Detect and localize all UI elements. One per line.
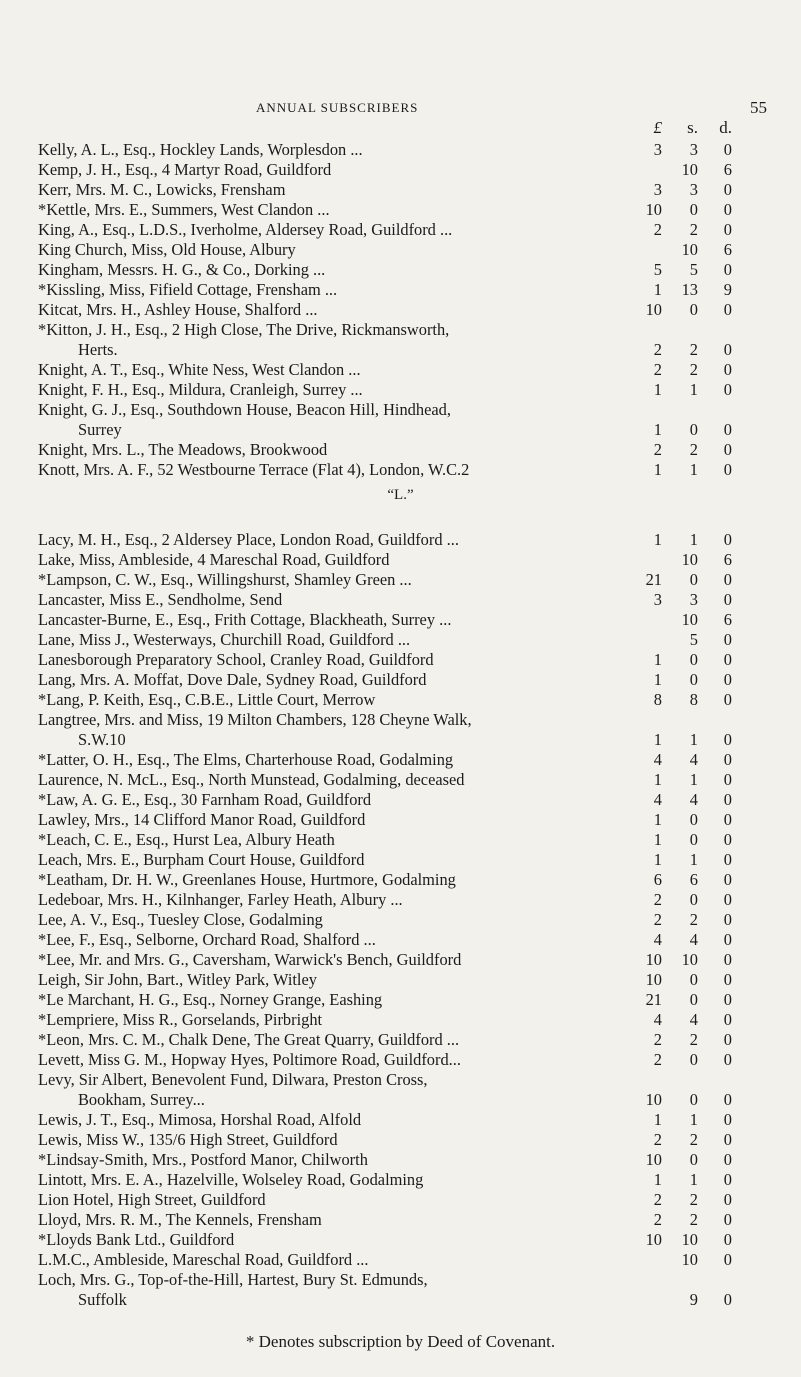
shillings-amount: 6 — [689, 870, 698, 889]
subscriber-entry — [0, 770, 801, 790]
pence-header: d. — [719, 118, 732, 137]
subscriber-name: *Leon, Mrs. C. M., Chalk Dene, The Great Quarry, Guildford ... — [38, 1030, 460, 1049]
shillings-amount: 5 — [689, 260, 698, 279]
pounds-amount: 1 — [653, 380, 662, 399]
pence-amount: 0 — [723, 1030, 732, 1049]
shillings-amount: 3 — [689, 140, 698, 159]
pounds-amount: 10 — [645, 200, 662, 219]
shillings-amount: 0 — [689, 650, 698, 669]
pounds-amount: 1 — [653, 280, 662, 299]
pounds-amount: 4 — [653, 750, 662, 769]
pounds-amount: 2 — [653, 340, 662, 359]
subscriber-name: Kingham, Messrs. H. G., & Co., Dorking ... — [38, 260, 326, 279]
pence-amount: 0 — [723, 870, 732, 889]
pounds-amount: 4 — [653, 1010, 662, 1029]
pence-amount: 0 — [723, 180, 732, 199]
pounds-amount: 2 — [653, 360, 662, 379]
subscriber-name: Lancaster-Burne, E., Esq., Frith Cottage, Blackheath, Surrey ... — [38, 610, 452, 629]
shillings-amount: 1 — [689, 850, 698, 869]
pounds-amount: 2 — [653, 220, 662, 239]
pounds-amount: 2 — [653, 890, 662, 909]
subscriber-entry — [0, 910, 801, 930]
subscriber-name: Lang, Mrs. A. Moffat, Dove Dale, Sydney Road, Guildford — [38, 670, 427, 689]
pence-amount: 0 — [723, 850, 732, 869]
shillings-header: s. — [687, 118, 698, 137]
subscriber-name: *Latter, O. H., Esq., The Elms, Charterhouse Road, Godalming — [38, 750, 454, 769]
pounds-amount: 1 — [653, 850, 662, 869]
subscriber-name: Knight, Mrs. L., The Meadows, Brookwood — [38, 440, 328, 459]
shillings-amount: 2 — [689, 340, 698, 359]
shillings-amount: 1 — [689, 770, 698, 789]
page-title: ANNUAL SUBSCRIBERS — [256, 100, 419, 115]
shillings-amount: 0 — [689, 970, 698, 989]
subscriber-name: *Lee, Mr. and Mrs. G., Caversham, Warwick's Bench, Guildford — [38, 950, 462, 969]
pence-amount: 0 — [723, 890, 732, 909]
subscriber-entry — [0, 1050, 801, 1070]
pounds-amount: 10 — [645, 1230, 662, 1249]
pence-amount: 6 — [723, 160, 732, 179]
subscriber-entry — [0, 440, 801, 460]
pence-amount: 0 — [723, 830, 732, 849]
pence-amount: 0 — [723, 420, 732, 439]
subscriber-entry — [0, 1070, 801, 1090]
subscriber-name: *Kissling, Miss, Fifield Cottage, Frensham ... — [38, 280, 338, 299]
pounds-amount: 2 — [653, 440, 662, 459]
subscriber-name: Knight, A. T., Esq., White Ness, West Clandon ... — [38, 360, 361, 379]
pence-amount: 0 — [723, 750, 732, 769]
subscriber-entry — [0, 460, 801, 480]
subscriber-entry — [0, 160, 801, 180]
subscriber-name: Levy, Sir Albert, Benevolent Fund, Dilwara, Preston Cross, — [38, 1070, 428, 1089]
shillings-amount: 0 — [689, 990, 698, 1009]
pence-amount: 0 — [723, 730, 732, 749]
subscriber-entry — [0, 280, 801, 300]
pounds-amount: 2 — [653, 1210, 662, 1229]
pence-amount: 0 — [723, 570, 732, 589]
pence-amount: 0 — [723, 340, 732, 359]
shillings-amount: 0 — [689, 570, 698, 589]
subscriber-name: Surrey — [78, 420, 122, 439]
subscriber-name: Kelly, A. L., Esq., Hockley Lands, Worplesdon ... — [38, 140, 363, 159]
pounds-amount: 2 — [653, 1130, 662, 1149]
pence-amount: 0 — [723, 690, 732, 709]
subscriber-name: Leigh, Sir John, Bart., Witley Park, Witley — [38, 970, 317, 989]
subscriber-entry — [0, 1170, 801, 1190]
pence-amount: 0 — [723, 1110, 732, 1129]
pounds-amount: 21 — [645, 990, 662, 1009]
subscriber-entry — [0, 1210, 801, 1230]
shillings-amount: 0 — [689, 890, 698, 909]
pounds-amount: 6 — [653, 870, 662, 889]
subscriber-name: Levett, Miss G. M., Hopway Hyes, Poltimore Road, Guildford... — [38, 1050, 461, 1069]
subscriber-entry-continuation — [0, 1090, 801, 1110]
pence-amount: 0 — [723, 790, 732, 809]
pence-amount: 0 — [723, 1010, 732, 1029]
subscriber-name: *Leach, C. E., Esq., Hurst Lea, Albury Heath — [38, 830, 335, 849]
subscribers-k-list — [0, 140, 801, 480]
shillings-amount: 10 — [681, 1250, 698, 1269]
pence-amount: 0 — [723, 650, 732, 669]
subscriber-name: *Lang, P. Keith, Esq., C.B.E., Little Court, Merrow — [38, 690, 376, 709]
subscriber-name: *Le Marchant, H. G., Esq., Norney Grange, Eashing — [38, 990, 383, 1009]
shillings-amount: 2 — [689, 360, 698, 379]
pence-amount: 0 — [723, 1190, 732, 1209]
pence-amount: 0 — [723, 1170, 732, 1189]
subscriber-entry — [0, 870, 801, 890]
pounds-amount: 1 — [653, 810, 662, 829]
shillings-amount: 1 — [689, 730, 698, 749]
shillings-amount: 0 — [689, 1090, 698, 1109]
shillings-amount: 2 — [689, 910, 698, 929]
subscriber-entry — [0, 1010, 801, 1030]
pence-amount: 0 — [723, 910, 732, 929]
pounds-header: £ — [653, 118, 662, 137]
pence-amount: 6 — [723, 240, 732, 259]
shillings-amount: 10 — [681, 610, 698, 629]
pounds-amount: 10 — [645, 1150, 662, 1169]
pence-amount: 0 — [723, 670, 732, 689]
pence-amount: 0 — [723, 770, 732, 789]
subscriber-entry — [0, 670, 801, 690]
shillings-amount: 10 — [681, 550, 698, 569]
subscriber-entry — [0, 550, 801, 570]
subscriber-entry — [0, 300, 801, 320]
pounds-amount: 8 — [653, 690, 662, 709]
pence-amount: 0 — [723, 220, 732, 239]
shillings-amount: 10 — [681, 240, 698, 259]
pounds-amount: 10 — [645, 950, 662, 969]
pounds-amount: 1 — [653, 770, 662, 789]
subscriber-entry — [0, 950, 801, 970]
pounds-amount: 1 — [653, 830, 662, 849]
shillings-amount: 2 — [689, 1130, 698, 1149]
shillings-amount: 4 — [689, 750, 698, 769]
pence-amount: 6 — [723, 550, 732, 569]
subscriber-name: Ledeboar, Mrs. H., Kilnhanger, Farley Heath, Albury ... — [38, 890, 403, 909]
subscriber-name: Lane, Miss J., Westerways, Churchill Road, Guildford ... — [38, 630, 411, 649]
subscriber-entry — [0, 570, 801, 590]
pence-amount: 0 — [723, 930, 732, 949]
pounds-amount: 21 — [645, 570, 662, 589]
pence-amount: 0 — [723, 970, 732, 989]
pence-amount: 0 — [723, 1050, 732, 1069]
subscriber-name: Knight, F. H., Esq., Mildura, Cranleigh, Surrey ... — [38, 380, 363, 399]
section-heading-l: “L.” — [387, 487, 414, 503]
pounds-amount: 10 — [645, 1090, 662, 1109]
shillings-amount: 0 — [689, 420, 698, 439]
subscriber-name: *Lloyds Bank Ltd., Guildford — [38, 1230, 235, 1249]
subscriber-name: L.M.C., Ambleside, Mareschal Road, Guildford ... — [38, 1250, 369, 1269]
pence-amount: 0 — [723, 140, 732, 159]
subscriber-entry — [0, 890, 801, 910]
pence-amount: 0 — [723, 950, 732, 969]
pounds-amount: 1 — [653, 730, 662, 749]
subscriber-name: *Leatham, Dr. H. W., Greenlanes House, Hurtmore, Godalming — [38, 870, 456, 889]
subscriber-entry — [0, 710, 801, 730]
shillings-amount: 2 — [689, 1030, 698, 1049]
pounds-amount: 3 — [653, 180, 662, 199]
pence-amount: 0 — [723, 1150, 732, 1169]
pounds-amount: 4 — [653, 930, 662, 949]
pence-amount: 0 — [723, 1090, 732, 1109]
subscriber-name: Knight, G. J., Esq., Southdown House, Beacon Hill, Hindhead, — [38, 400, 451, 419]
subscriber-name: Bookham, Surrey... — [78, 1090, 205, 1109]
shillings-amount: 2 — [689, 1190, 698, 1209]
subscriber-name: Lancaster, Miss E., Sendholme, Send — [38, 590, 283, 609]
pounds-amount: 1 — [653, 1110, 662, 1129]
subscriber-name: Lanesborough Preparatory School, Cranley Road, Guildford — [38, 650, 434, 669]
subscriber-name: Lion Hotel, High Street, Guildford — [38, 1190, 266, 1209]
subscriber-entry — [0, 260, 801, 280]
pence-amount: 0 — [723, 380, 732, 399]
pence-amount: 0 — [723, 1130, 732, 1149]
subscriber-entry — [0, 140, 801, 160]
running-header — [0, 100, 801, 120]
subscriber-name: Lewis, J. T., Esq., Mimosa, Horshal Road, Alfold — [38, 1110, 362, 1129]
pounds-amount: 3 — [653, 140, 662, 159]
subscriber-name: Lake, Miss, Ambleside, 4 Mareschal Road, Guildford — [38, 550, 390, 569]
subscriber-entry — [0, 360, 801, 380]
subscriber-entry — [0, 180, 801, 200]
shillings-amount: 0 — [689, 200, 698, 219]
subscriber-entry — [0, 1270, 801, 1290]
pence-amount: 9 — [723, 280, 732, 299]
subscriber-entry — [0, 650, 801, 670]
shillings-amount: 4 — [689, 930, 698, 949]
subscriber-name: Suffolk — [78, 1290, 127, 1309]
pence-amount: 0 — [723, 630, 732, 649]
pence-amount: 0 — [723, 1230, 732, 1249]
pence-amount: 0 — [723, 590, 732, 609]
subscriber-entry — [0, 320, 801, 340]
shillings-amount: 1 — [689, 460, 698, 479]
subscriber-entry — [0, 590, 801, 610]
pounds-amount: 1 — [653, 460, 662, 479]
pence-amount: 0 — [723, 1250, 732, 1269]
subscriber-entry — [0, 380, 801, 400]
pence-amount: 0 — [723, 460, 732, 479]
subscriber-entry-continuation — [0, 730, 801, 750]
pence-amount: 0 — [723, 530, 732, 549]
amount-column-headers — [0, 118, 801, 138]
shillings-amount: 0 — [689, 1050, 698, 1069]
subscriber-name: *Lempriere, Miss R., Gorselands, Pirbright — [38, 1010, 323, 1029]
pounds-amount: 1 — [653, 420, 662, 439]
subscriber-name: Lee, A. V., Esq., Tuesley Close, Godalming — [38, 910, 323, 929]
pounds-amount: 4 — [653, 790, 662, 809]
shillings-amount: 0 — [689, 1150, 698, 1169]
shillings-amount: 1 — [689, 380, 698, 399]
subscriber-entry — [0, 610, 801, 630]
subscriber-name: Lloyd, Mrs. R. M., The Kennels, Frensham — [38, 1210, 322, 1229]
pence-amount: 0 — [723, 440, 732, 459]
page-number: 55 — [750, 98, 767, 117]
subscriber-entry — [0, 830, 801, 850]
subscriber-name: Herts. — [78, 340, 118, 359]
pounds-amount: 10 — [645, 970, 662, 989]
subscriber-entry — [0, 690, 801, 710]
subscriber-entry — [0, 930, 801, 950]
subscriber-name: Kemp, J. H., Esq., 4 Martyr Road, Guildford — [38, 160, 332, 179]
pounds-amount: 1 — [653, 1170, 662, 1189]
shillings-amount: 0 — [689, 300, 698, 319]
shillings-amount: 0 — [689, 810, 698, 829]
shillings-amount: 2 — [689, 440, 698, 459]
pence-amount: 0 — [723, 360, 732, 379]
pounds-amount: 2 — [653, 1030, 662, 1049]
shillings-amount: 4 — [689, 790, 698, 809]
pence-amount: 0 — [723, 810, 732, 829]
subscriber-entry — [0, 1190, 801, 1210]
subscriber-entry — [0, 790, 801, 810]
shillings-amount: 2 — [689, 1210, 698, 1229]
subscriber-entry — [0, 970, 801, 990]
subscriber-entry — [0, 1130, 801, 1150]
subscriber-name: Langtree, Mrs. and Miss, 19 Milton Chambers, 128 Cheyne Walk, — [38, 710, 472, 729]
shillings-amount: 10 — [681, 1230, 698, 1249]
subscriber-entry — [0, 530, 801, 550]
shillings-amount: 1 — [689, 1110, 698, 1129]
subscriber-entry — [0, 850, 801, 870]
subscriber-entry — [0, 1230, 801, 1250]
pounds-amount: 1 — [653, 670, 662, 689]
subscriber-entry — [0, 1110, 801, 1130]
subscriber-name: *Kitton, J. H., Esq., 2 High Close, The Drive, Rickmansworth, — [38, 320, 450, 339]
pounds-amount: 2 — [653, 1050, 662, 1069]
shillings-amount: 13 — [681, 280, 698, 299]
subscriber-name: Knott, Mrs. A. F., 52 Westbourne Terrace (Flat 4), London, W.C.2 — [38, 460, 470, 479]
subscriber-name: *Lampson, C. W., Esq., Willingshurst, Shamley Green ... — [38, 570, 412, 589]
pounds-amount: 3 — [653, 590, 662, 609]
shillings-amount: 0 — [689, 830, 698, 849]
pence-amount: 0 — [723, 260, 732, 279]
subscriber-entry — [0, 240, 801, 260]
shillings-amount: 3 — [689, 180, 698, 199]
subscriber-name: S.W.10 — [78, 730, 126, 749]
subscriber-entry — [0, 810, 801, 830]
subscriber-entry-continuation — [0, 420, 801, 440]
subscriber-name: Lintott, Mrs. E. A., Hazelville, Wolseley Road, Godalming — [38, 1170, 424, 1189]
subscriber-entry — [0, 220, 801, 240]
subscriber-entry-continuation — [0, 340, 801, 360]
subscriber-name: *Lindsay-Smith, Mrs., Postford Manor, Chilworth — [38, 1150, 368, 1169]
subscriber-name: Kerr, Mrs. M. C., Lowicks, Frensham — [38, 180, 286, 199]
subscriber-name: Laurence, N. McL., Esq., North Munstead, Godalming, deceased — [38, 770, 465, 789]
subscriber-entry — [0, 200, 801, 220]
subscriber-entry — [0, 1030, 801, 1050]
subscriber-name: Lawley, Mrs., 14 Clifford Manor Road, Guildford — [38, 810, 366, 829]
subscriber-entry — [0, 400, 801, 420]
pence-amount: 0 — [723, 200, 732, 219]
subscriber-entry — [0, 630, 801, 650]
subscriber-name: *Kettle, Mrs. E., Summers, West Clandon ... — [38, 200, 330, 219]
pence-amount: 0 — [723, 1210, 732, 1229]
subscriber-name: King, A., Esq., L.D.S., Iverholme, Aldersey Road, Guildford ... — [38, 220, 453, 239]
shillings-amount: 4 — [689, 1010, 698, 1029]
pence-amount: 0 — [723, 300, 732, 319]
subscriber-name: Lewis, Miss W., 135/6 High Street, Guildford — [38, 1130, 338, 1149]
shillings-amount: 8 — [689, 690, 698, 709]
subscribers-l-list — [0, 530, 801, 1310]
shillings-amount: 10 — [681, 950, 698, 969]
subscriber-entry — [0, 1250, 801, 1270]
pounds-amount: 1 — [653, 650, 662, 669]
shillings-amount: 5 — [689, 630, 698, 649]
subscriber-name: *Lee, F., Esq., Selborne, Orchard Road, Shalford ... — [38, 930, 376, 949]
pence-amount: 0 — [723, 1290, 732, 1309]
shillings-amount: 10 — [681, 160, 698, 179]
pounds-amount: 2 — [653, 1190, 662, 1209]
shillings-amount: 3 — [689, 590, 698, 609]
subscriber-entry — [0, 1150, 801, 1170]
footnote: * Denotes subscription by Deed of Covenant. — [245, 1332, 556, 1351]
subscriber-name: King Church, Miss, Old House, Albury — [38, 240, 296, 259]
subscriber-entry — [0, 990, 801, 1010]
subscriber-entry-continuation — [0, 1290, 801, 1310]
pence-amount: 6 — [723, 610, 732, 629]
subscriber-name: Loch, Mrs. G., Top-of-the-Hill, Hartest, Bury St. Edmunds, — [38, 1270, 428, 1289]
pounds-amount: 5 — [653, 260, 662, 279]
shillings-amount: 2 — [689, 220, 698, 239]
shillings-amount: 1 — [689, 1170, 698, 1189]
pence-amount: 0 — [723, 990, 732, 1009]
pounds-amount: 2 — [653, 910, 662, 929]
subscriber-name: Lacy, M. H., Esq., 2 Aldersey Place, London Road, Guildford ... — [38, 530, 459, 549]
shillings-amount: 0 — [689, 670, 698, 689]
subscriber-name: *Law, A. G. E., Esq., 30 Farnham Road, Guildford — [38, 790, 372, 809]
subscriber-entry — [0, 750, 801, 770]
pounds-amount: 10 — [645, 300, 662, 319]
shillings-amount: 9 — [689, 1290, 698, 1309]
subscriber-name: Kitcat, Mrs. H., Ashley House, Shalford ... — [38, 300, 318, 319]
pounds-amount: 1 — [653, 530, 662, 549]
subscriber-name: Leach, Mrs. E., Burpham Court House, Guildford — [38, 850, 365, 869]
shillings-amount: 1 — [689, 530, 698, 549]
